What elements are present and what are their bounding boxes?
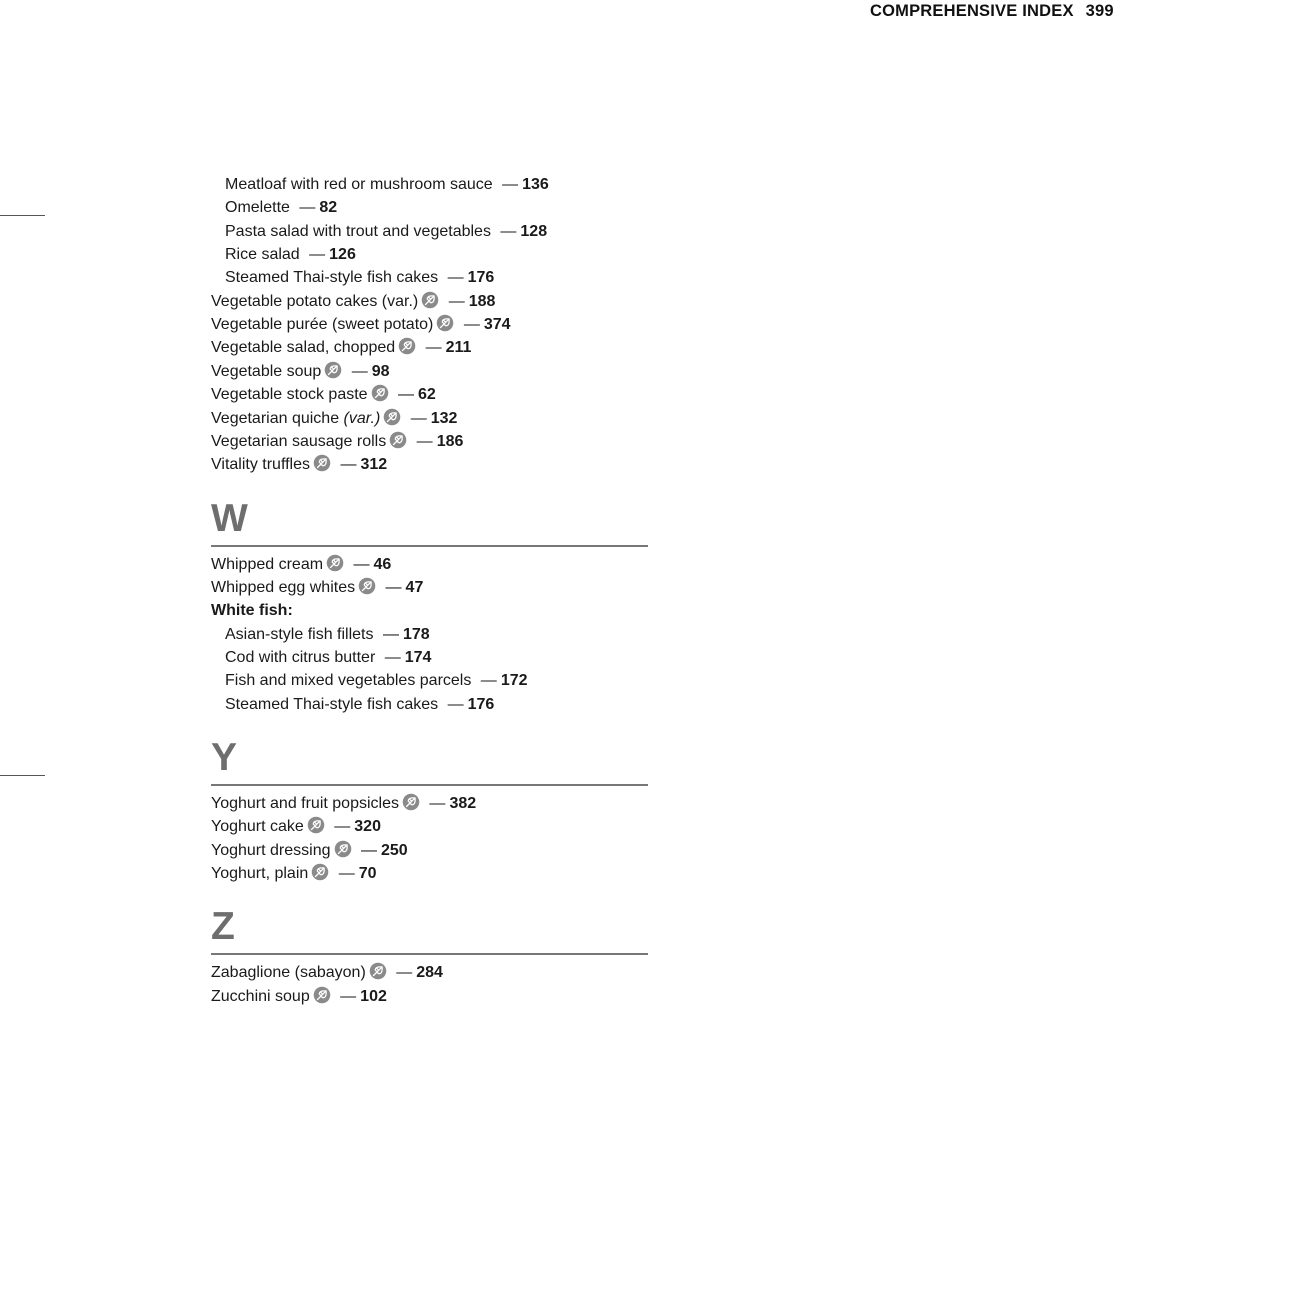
entry-page-number: 172 — [500, 672, 528, 690]
section-rule — [211, 953, 648, 955]
entry-text: Meatloaf with red or mushroom sauce — [225, 176, 493, 193]
entry-text: Omelette — [225, 199, 290, 217]
entry-text: Whipped egg whites — [211, 578, 356, 596]
index-entry — [211, 360, 390, 383]
entry-page-number: 47 — [405, 578, 424, 596]
entry-text: Whipped cream — [211, 555, 324, 573]
entry-text: Vegetable stock paste — [211, 386, 368, 404]
entry-text: Vegetarian quiche — [211, 409, 340, 427]
entry-text: Vegetarian sausage rolls — [211, 432, 387, 450]
em-dash: — — [497, 176, 519, 193]
entry-variant-note: (var.) — [339, 409, 381, 427]
entry-text: Vitality truffles — [211, 456, 311, 474]
entry-page-number: 62 — [418, 386, 436, 404]
entry-text: Steamed Thai-style fish cakes — [225, 695, 439, 713]
section-rule — [211, 545, 648, 547]
leaf-icon — [371, 384, 389, 402]
running-head — [870, 2, 1114, 21]
em-dash: — — [349, 555, 370, 573]
entry-page-number: 70 — [358, 865, 377, 883]
index-entry — [211, 961, 443, 984]
em-dash: — — [329, 818, 351, 836]
running-head-title: COMPREHENSIVE INDEX — [870, 2, 1074, 20]
em-dash: — — [336, 456, 357, 474]
entry-text: Rice salad — [225, 246, 300, 264]
index-entry — [211, 407, 457, 430]
leaf-icon — [307, 816, 325, 834]
entry-text: Cod with citrus butter — [225, 648, 376, 666]
entry-page-number: 178 — [402, 625, 430, 643]
leaf-icon — [324, 361, 342, 379]
crop-mark — [0, 775, 45, 776]
index-entry — [225, 623, 430, 646]
entry-page-number: 284 — [416, 964, 443, 982]
section-letter: W — [211, 496, 248, 540]
leaf-icon — [398, 337, 416, 355]
leaf-icon — [334, 840, 352, 858]
index-entry — [225, 220, 547, 243]
index-entry — [225, 669, 528, 692]
entry-page-number: 176 — [467, 269, 495, 287]
entry-page-number: 136 — [522, 176, 549, 193]
em-dash: — — [347, 362, 368, 380]
index-entry — [225, 196, 337, 219]
entry-text: Yoghurt, plain — [211, 865, 309, 883]
em-dash: — — [378, 625, 399, 643]
em-dash: — — [304, 246, 326, 264]
em-dash: — — [391, 964, 413, 982]
entry-page-number: 176 — [467, 695, 495, 713]
em-dash: — — [443, 695, 464, 713]
page-number: 399 — [1085, 2, 1114, 20]
leaf-icon — [369, 962, 387, 980]
index-entry — [225, 173, 549, 196]
em-dash: — — [335, 987, 357, 1005]
em-dash: — — [334, 865, 355, 883]
em-dash: — — [406, 409, 427, 427]
index-entry — [225, 266, 494, 289]
entry-text: Yoghurt and fruit popsicles — [211, 795, 399, 812]
em-dash: — — [476, 672, 497, 690]
entry-page-number: 82 — [319, 199, 338, 217]
em-dash: — — [294, 199, 316, 217]
leaf-icon — [436, 314, 454, 332]
entry-text: Zabaglione (sabayon) — [211, 964, 366, 982]
index-entry — [211, 336, 471, 359]
entry-page-number: 188 — [468, 292, 496, 310]
entry-text: White fish: — [211, 602, 293, 620]
index-entry — [225, 693, 494, 716]
entry-page-number: 98 — [371, 362, 390, 380]
leaf-icon — [313, 454, 331, 472]
entry-text: Asian-style fish fillets — [225, 625, 374, 643]
entry-text: Vegetable purée (sweet potato) — [211, 316, 434, 334]
index-entry — [225, 243, 356, 266]
entry-page-number: 46 — [373, 555, 392, 573]
em-dash: — — [424, 795, 446, 812]
index-entry — [211, 290, 495, 313]
crop-mark — [0, 215, 45, 216]
index-subheading — [211, 599, 293, 622]
entry-page-number: 132 — [430, 409, 458, 427]
entry-page-number: 374 — [483, 316, 511, 334]
index-entry — [211, 313, 511, 336]
index-entry — [211, 430, 463, 453]
index-entry — [211, 792, 476, 815]
entry-page-number: 312 — [360, 456, 388, 474]
index-entry — [211, 383, 436, 406]
section-letter: Y — [211, 736, 238, 779]
index-entry — [211, 576, 423, 599]
em-dash: — — [459, 316, 480, 334]
em-dash: — — [443, 269, 464, 287]
leaf-icon — [402, 793, 420, 811]
leaf-icon — [311, 863, 329, 881]
index-entry — [211, 553, 391, 576]
leaf-icon — [383, 408, 401, 426]
em-dash: — — [381, 578, 402, 596]
entry-page-number: 382 — [449, 795, 477, 812]
em-dash: — — [495, 222, 517, 240]
em-dash: — — [421, 339, 442, 357]
entry-text: Pasta salad with trout and vegetables — [225, 222, 491, 240]
index-entry — [211, 453, 387, 476]
entry-text: Steamed Thai-style fish cakes — [225, 269, 439, 287]
entry-text: Vegetable soup — [211, 362, 322, 380]
em-dash: — — [380, 648, 401, 666]
leaf-icon — [358, 577, 376, 595]
entry-text: Vegetable salad, chopped — [211, 339, 396, 357]
leaf-icon — [326, 554, 344, 572]
entry-page-number: 250 — [380, 841, 408, 859]
entry-page-number: 211 — [445, 339, 472, 357]
entry-page-number: 186 — [436, 432, 464, 450]
index-entry — [211, 839, 408, 862]
em-dash: — — [412, 432, 433, 450]
em-dash: — — [356, 841, 377, 859]
index-entry — [211, 815, 381, 838]
entry-page-number: 320 — [354, 818, 381, 836]
entry-page-number: 126 — [329, 246, 356, 264]
entry-page-number: 128 — [520, 222, 548, 240]
entry-text: Yoghurt cake — [211, 818, 304, 836]
section-letter: Z — [211, 905, 235, 949]
index-entry — [225, 646, 431, 669]
index-entry — [211, 985, 387, 1008]
index-entry — [211, 862, 377, 885]
entry-page-number: 102 — [360, 987, 387, 1005]
entry-text: Yoghurt dressing — [211, 841, 331, 859]
entry-text: Vegetable potato cakes (var.) — [211, 292, 419, 310]
leaf-icon — [389, 431, 407, 449]
section-rule — [211, 784, 648, 786]
entry-text: Zucchini soup — [211, 987, 310, 1005]
entry-text: Fish and mixed vegetables parcels — [225, 672, 472, 690]
em-dash: — — [393, 386, 415, 404]
leaf-icon — [313, 986, 331, 1004]
entry-page-number: 174 — [404, 648, 432, 666]
em-dash: — — [444, 292, 465, 310]
leaf-icon — [421, 291, 439, 309]
